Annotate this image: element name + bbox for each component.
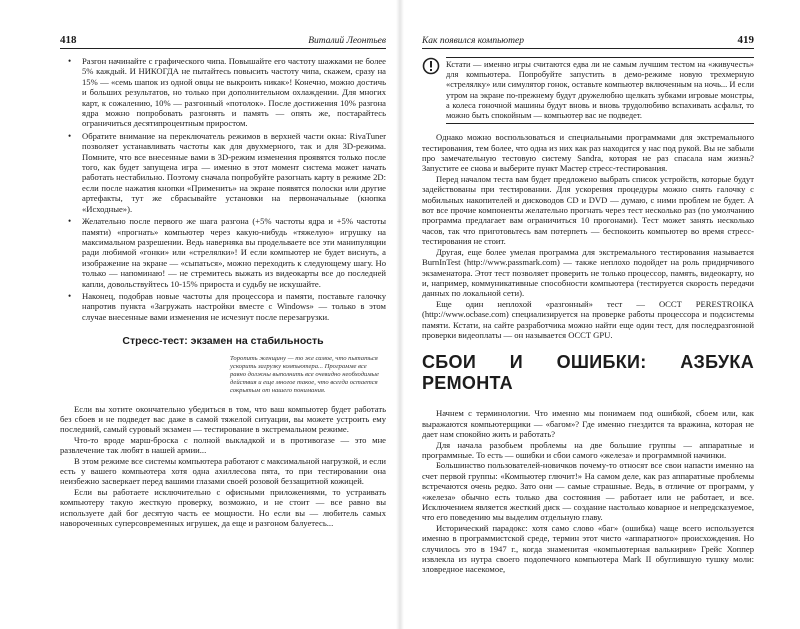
bullet-item: • Желательно после первого же шага разгона (+5% частоты ядра и +5% частоты памяти) «прогнать» компьютер через какую-нибудь «тяжелую» игрушку на максимальном разрешении. Ведь наверняка вы продельваете все эти манипуляции ради любимой «гонки» или «стрелялки»! И если компьютер не будет виснуть, а изображение на экране — «сыпаться», можно переходить к следующему шагу. Но только — напоминаю! — не стремитесь выжать из видеокарты все до последней капли, довольствуйтесь 10-15% прироста и судьбу не искушайте. (68, 216, 386, 289)
bullet-item: • Наконец, подобрав новые частоты для процессора и памяти, поставьте галочку напротив пункта «Загружать настройки вместе с Windows» — только в этом случае внесенные вами изменения не исчезнут после перезагрузки. (68, 290, 386, 322)
paragraph: Что-то вроде марш-броска с полной выкладкой и в противогазе — это мне развлечение так любят в нашей армии... (60, 434, 386, 456)
bullet-item: • Разгон начинайте с графического чипа. Повышайте его частоту шажками не более 5% каждый. И НИКОГДА не пытайтесь повысить частоту чипа, скажем, сразу на 15% — «семь шапок из одной овцы не выкроить никак»! Конечно, можно достичь и больших результатов, но только при дополнительном охлаждении. Для многих карт, к сожалению, 10% — разгонный «потолок». После достижения 10% разгона ядра можно попробовать разгонять и память — опять же, постарайтесь ограничиться десятипроцентным приростом. (68, 56, 386, 129)
exclamation-note-icon (422, 57, 446, 124)
right-page-content (422, 57, 754, 575)
bullet-item: • Обратите внимание на переключатель режимов в верхней части окна: RivaTuner позволяет устанавливать частоты как для двухмерного, так и для 3D-режима. Помните, что все внесенные вами в 3D-режим изменения проявятся только после того, как будет запущена игра — именно в этот момент система может начать работать нестабильно. Поэтому сначала попробуйте разогнать карту в режиме 2D: если после нажатия кнопки «Применить» на экране появятся полоски или другие артефакты, тут же сбрасывайте установки на первоначальные (кнопка «Исходные»). (68, 130, 386, 214)
paragraph: Большинство пользователей-новичков почему-то относят все свои напасти именно на счет первой группы: «Компьютер глючит!» На самом деле, как раз аппаратные проблемы встречаются очень редко. Зато они — самые страшные. Ведь, в отличие от программ, у «железа» обычно есть только два состояния — работает или не работает, и все. Исключением является жесткий диск — создание настолько коварное и непредсказуемое, что его поведению мы выделим отдельную главу. (422, 460, 754, 523)
bullet-icon: • (68, 130, 72, 141)
left-page-content (60, 56, 386, 528)
right-page-number: 419 (737, 34, 754, 46)
paragraph: Перед началом теста вам будет предложено выбрать список устройств, которые будут задействованы при тестировании. Для ускорения процедуры можно снять галочку с мобильных накопителей и дисководов CD и DVD — думаю, с ними проблем не будет. А вот все прочие компоненты желательно прогнать через тест несколько раз (по умолчанию программа предлагает вам ограничиться 10 прогонами). Тест может занять несколько часов, так что приготовьтесь вам потерпеть — беспокоить компьютер во время стресс-тестирования не стоит. (422, 173, 754, 247)
note-block (422, 57, 754, 124)
right-page (400, 0, 800, 629)
bullet-icon: • (68, 56, 72, 66)
epigraph: Торопить женщину — то же самое, что пытаться ускорить загрузку компьютера... Программе все равно должны выполнить все очевидно необходимые действия и еще многое такое, что всегда остается сокрытым от нашего понимания. (230, 354, 379, 395)
paragraph: Исторический парадокс: хотя само слово «баг» (ошибка) чаще всего используется именно в программистской среде, термин этот чисто «аппаратного» происхождения. Но случилось это в 1947 г., когда знаменитая «компьютерная валькирия» Грейс Хоппер извлекла из нутра своего подопечного компьютера Mark II обуглившую тушку моли: зловредное насекомое, (422, 522, 754, 575)
paragraph: Для начала разобьем проблемы на две большие группы — аппаратные и программные. То есть — ошибки и сбои самого «железа» и программной начинки. (422, 439, 754, 460)
right-page-header (422, 34, 754, 49)
alert-icon (422, 57, 440, 75)
bullet-icon: • (68, 216, 72, 227)
paragraph: Другая, еще более умелая программа для экстремального тестирования называется BurnInTest (http://www.passmark.com) — также неплохо подойдет на роль придирчивого экзаменатора. Этот тест позволяет проверить не только процессор, память, видеокарту, но и, например, коммуникативные способности компьютера (тестируется скорость передачи данных по локальной сети). (422, 246, 754, 299)
section-heading: Стресс-тест: экзамен на стабильность (122, 335, 324, 348)
paragraph: Если вы хотите окончательно убедиться в том, что ваш компьютер будет работать без сбоев и не подведет вас даже в самой тяжелой ситуации, вы можете устроить ему последний, самый суровый экзамен — тестирование в экстремальном режиме. (60, 403, 386, 435)
bullet-icon: • (68, 290, 72, 301)
left-page-header (60, 34, 386, 49)
bullet-list (60, 56, 386, 322)
paragraph: Однако можно воспользоваться и специальными программами для экстремального тестирования, тем более, что одна из них как раз находится у нас под рукой. Вы не забыли про замечательную тестовую систему Sandra, которая не раз спасала нам жизнь? Запустите ее снова и выберите пункт Мастер стресс-тестирования. (422, 132, 754, 174)
right-running-head: Как появился компьютер (422, 36, 524, 46)
left-running-head: Виталий Леонтьев (308, 36, 386, 46)
paragraph: Если вы работаете исключительно с офисными приложениями, то устраивать компьютеру такую жесткую проверку, возможно, и не стоит — все равно вы используете дай бог десятую часть ее мощности. Но если вы — любитель самых навороченных суперсовременных игрушек, да еще и разгоном балуетесь... (60, 486, 386, 529)
paragraph: В этом режиме все системы компьютера работают с максимальной нагрузкой, и если есть у вашего компьютера хотя одна ахиллесова пята, то при тестировании она неизбежно засверкает перед вашими глазами своей розовой беззащитной кожицей. (60, 455, 386, 487)
left-page-number: 418 (60, 34, 77, 46)
paragraph: Еще один неплохой «разгонный» тест — OCCT PERESTROIKA (http://www.ocbase.com) специализируется на проверке работы процессора и подсистемы памяти. Кстати, на сайте разработчика можно найти еще один тест, для последразгонной проверки видеоплаты — он называется OCCT GPU. (422, 298, 754, 340)
note-text: Кстати — именно игры считаются едва ли не самым лучшим тестом на «живучесть» для компьютера. Попробуйте запустить в демо-режиме новую трехмерную «стрелялку» или симулятор гонок, оставьте компьютер включенным на ночь... И если утром на экране по-прежнему будут дружелюбно щелкать зубками игровые монстры, а колеса гоночной машины будут вновь и вновь трудолюбиво вспахивать асфальт, то можно быть спокойным — компьютер вас не подведет. (446, 57, 754, 124)
chapter-title: СБОИ И ОШИБКИ: АЗБУКА РЕМОНТА (422, 352, 754, 394)
paragraph: Начнем с терминологии. Что именно мы понимаем под ошибкой, сбоем или, как выражаются компьютерщики — «багом»? Где именно гнездится та вражина, которая не дает нам спокойно жить и работать? (422, 408, 754, 440)
